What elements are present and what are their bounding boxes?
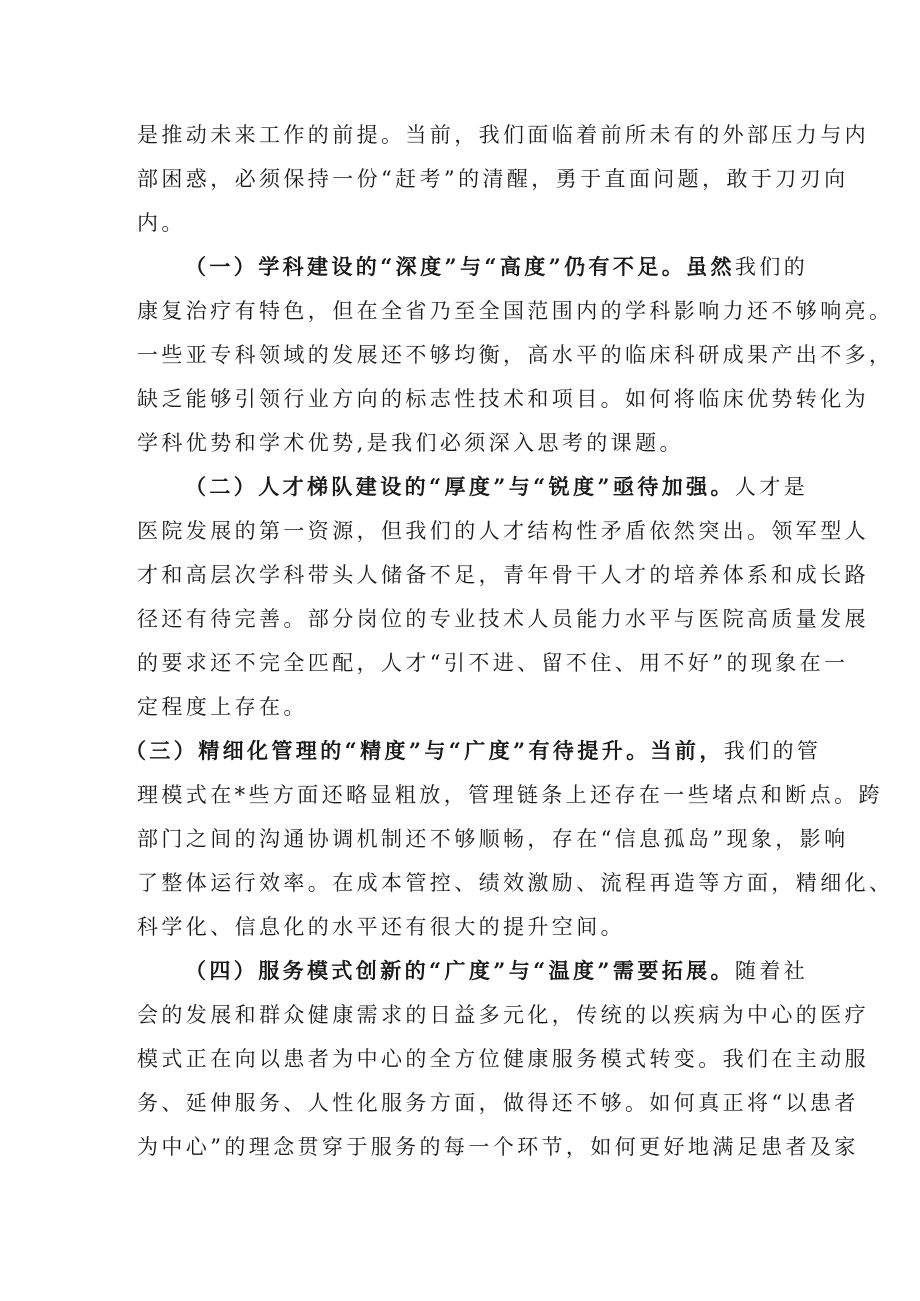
section-heading-line bbox=[125, 729, 822, 773]
text-line: 才和高层次学科带头人储备不足，青年骨干人才的培养体系和成长路 bbox=[137, 563, 869, 587]
text-span: 我们的管 bbox=[723, 739, 822, 763]
text-line: 是推动未来工作的前提。当前，我们面临着前所未有的外部压力与内 bbox=[137, 123, 869, 147]
section-heading: （二）人才梯队建设的“厚度”与“锐度”亟待加强。 bbox=[185, 474, 735, 499]
text-span: 随着社 bbox=[734, 959, 809, 983]
section-heading-line bbox=[185, 949, 809, 993]
text-line: 部门之间的沟通协调机制还不够顺畅，存在“信息孤岛”现象，影响 bbox=[137, 827, 849, 851]
section-heading-line bbox=[185, 465, 809, 509]
text-line: 了整体运行效率。在成本管控、绩效激励、流程再造等方面，精细化、 bbox=[137, 871, 894, 895]
text-line: 缺乏能够引领行业方向的标志性技术和项目。如何将临床优势转化为 bbox=[137, 387, 869, 411]
section-heading-line bbox=[185, 245, 809, 289]
text-line: 康复治疗有特色，但在全省乃至全国范围内的学科影响力还不够响亮。 bbox=[137, 299, 894, 323]
text-line: 为中心”的理念贯穿于服务的每一个环节，如何更好地满足患者及家 bbox=[137, 1135, 859, 1159]
text-line: 模式正在向以患者为中心的全方位健康服务模式转变。我们在主动服 bbox=[137, 1047, 869, 1071]
text-line: 务、延伸服务、人性化服务方面，做得还不够。如何真正将“以患者 bbox=[137, 1091, 859, 1115]
text-line: 径还有待完善。部分岗位的专业技术人员能力水平与医院高质量发展 bbox=[137, 607, 869, 631]
section-heading: （三）精细化管理的“精度”与“广度”有待提升。当前， bbox=[125, 738, 724, 763]
text-line: 一些亚专科领域的发展还不够均衡，高水平的临床科研成果产出不多， bbox=[137, 343, 894, 367]
section-heading: （四）服务模式创新的“广度”与“温度”需要拓展。 bbox=[185, 958, 735, 983]
text-line: 的要求还不完全匹配，人才“引不进、留不住、用不好”的现象在一 bbox=[137, 651, 849, 675]
text-line: 内。 bbox=[137, 211, 186, 235]
text-span: 我们的 bbox=[734, 255, 809, 279]
section-heading: （一）学科建设的“深度”与“高度”仍有不足。虽然 bbox=[185, 254, 735, 279]
text-line: 科学化、信息化的水平还有很大的提升空间。 bbox=[137, 915, 625, 939]
text-span: 人才是 bbox=[734, 475, 809, 499]
text-line: 部困惑，必须保持一份“赶考”的清醒，勇于直面问题，敢于刀刃向 bbox=[137, 167, 849, 191]
text-line: 理模式在*些方面还略显粗放，管理链条上还存在一些堵点和断点。跨 bbox=[137, 783, 883, 807]
text-line: 学科优势和学术优势,是我们必须深入思考的课题。 bbox=[137, 431, 684, 455]
text-line: 定程度上存在。 bbox=[137, 695, 308, 719]
text-line: 医院发展的第一资源，但我们的人才结构性矛盾依然突出。领军型人 bbox=[137, 519, 869, 543]
text-line: 会的发展和群众健康需求的日益多元化，传统的以疾病为中心的医疗 bbox=[137, 1003, 869, 1027]
